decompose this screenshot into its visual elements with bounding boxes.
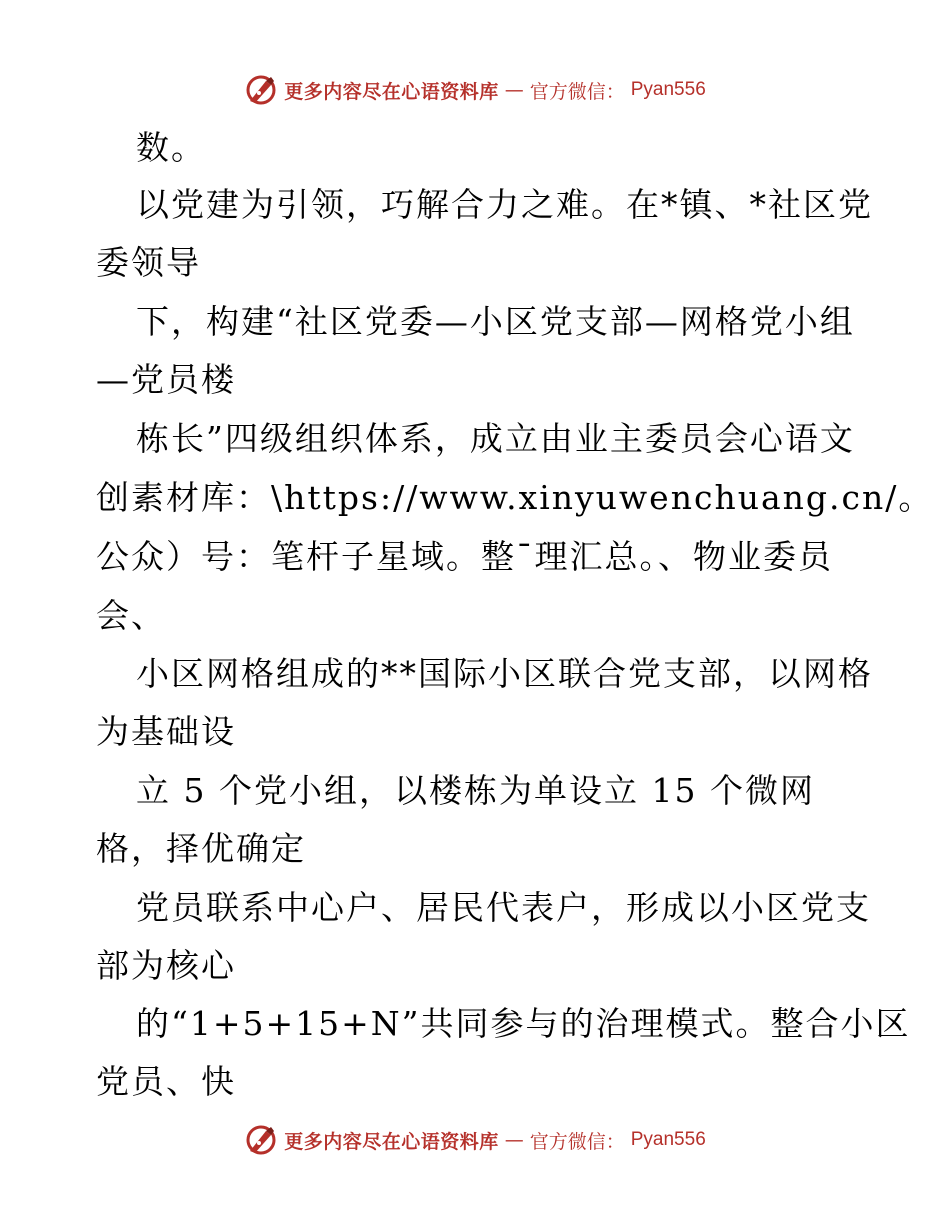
text-line: 数。 [136, 128, 206, 167]
text-line: 公众）号：笔杆子星域。整¯理汇总。、物业委员 [96, 537, 833, 576]
text-line: 栋长”四级组织体系，成立由业主委员会心语文 [136, 419, 855, 458]
text-line: 以党建为引领，巧解合力之难。在*镇、*社区党 [136, 185, 873, 224]
text-line: 委领导 [96, 243, 201, 282]
text-line: 下，构建“社区党委—小区党支部—网格党小组 [136, 302, 855, 341]
text-line: 会、 [96, 596, 166, 635]
text-line: —党员楼 [96, 360, 236, 399]
pen-logo-icon [244, 73, 278, 107]
text-line: 为基础设 [96, 712, 236, 751]
text-line: 格，择优确定 [96, 829, 306, 868]
wechat-id: Pyan556 [630, 1129, 706, 1150]
wechat-id: Pyan556 [630, 79, 706, 100]
text-line: 党员联系中心户、居民代表户，形成以小区党支 [136, 888, 871, 927]
brand-title: 更多内容尽在心语资料库 [284, 1130, 499, 1153]
text-line: 小区网格组成的**国际小区联合党支部，以网格 [136, 654, 873, 693]
text-line: 党员、快 [96, 1062, 236, 1101]
wechat-label: 官方微信： [529, 1130, 625, 1153]
text-line: 的“1+5+15+N”共同参与的治理模式。整合小区 [136, 1004, 911, 1043]
text-line: 创素材库：\https://www.xinyuwenchuang.cn/。 [96, 478, 934, 517]
text-line: 立 5 个党小组，以楼栋为单设立 15 个微网 [136, 771, 815, 810]
pen-logo-icon [244, 1123, 278, 1157]
brand-dash: — [504, 1129, 524, 1151]
text-line: 部为核心 [96, 946, 236, 985]
header-banner [0, 70, 950, 110]
brand-title: 更多内容尽在心语资料库 [284, 80, 499, 103]
brand-dash: — [504, 79, 524, 101]
wechat-label: 官方微信： [529, 80, 625, 103]
footer-banner [0, 1120, 950, 1160]
